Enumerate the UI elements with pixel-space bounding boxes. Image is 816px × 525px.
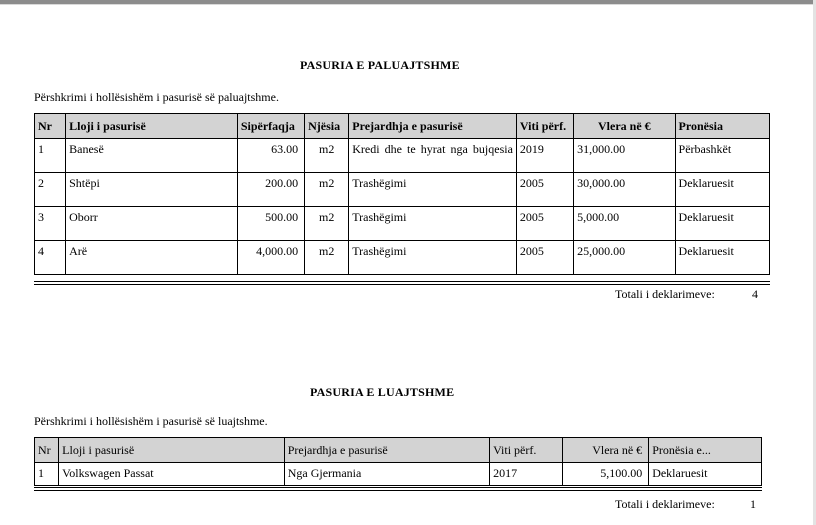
cell-origin: Trashëgimi <box>349 241 517 275</box>
immovable-description: Përshkrimi i hollësishëm i pasurisë së paluajtshme. <box>34 90 279 104</box>
cell-area: 63.00 <box>237 139 304 173</box>
header-area: Sipërfaqja <box>237 114 304 139</box>
cell-origin: Trashëgimi <box>349 207 517 241</box>
cell-nr: 2 <box>35 173 66 207</box>
cell-unit: m2 <box>305 207 349 241</box>
movable-header-row <box>35 438 762 463</box>
cell-ownership: Deklaruesit <box>675 241 769 275</box>
movable-table-end-rule <box>34 487 762 491</box>
cell-ownership: Deklaruesit <box>675 173 769 207</box>
immovable-table-end-rule <box>34 281 770 285</box>
header-type: Lloji i pasurisë <box>59 438 285 463</box>
cell-area: 200.00 <box>237 173 304 207</box>
movable-total-value: 1 <box>750 497 756 511</box>
header-value: Vlera në € <box>562 438 649 463</box>
table-row <box>35 139 770 173</box>
cell-value: 25,000.00 <box>574 241 675 275</box>
cell-origin: Trashëgimi <box>349 173 517 207</box>
cell-value: 30,000.00 <box>574 173 675 207</box>
cell-year: 2005 <box>516 173 573 207</box>
immovable-total-value: 4 <box>752 287 758 301</box>
table-row <box>35 463 762 486</box>
cell-nr: 4 <box>35 241 66 275</box>
cell-area: 4,000.00 <box>237 241 304 275</box>
cell-type: Volkswagen Passat <box>59 463 285 486</box>
cell-type: Arë <box>66 241 238 275</box>
header-type: Lloji i pasurisë <box>66 114 238 139</box>
cell-nr: 3 <box>35 207 66 241</box>
cell-unit: m2 <box>305 139 349 173</box>
table-row <box>35 207 770 241</box>
header-nr: Nr <box>35 114 66 139</box>
immovable-title: PASURIA E PALUAJTSHME <box>300 58 460 72</box>
movable-title: PASURIA E LUAJTSHME <box>310 385 455 399</box>
cell-value: 5,000.00 <box>574 207 675 241</box>
cell-year: 2005 <box>516 207 573 241</box>
cell-value: 31,000.00 <box>574 139 675 173</box>
movable-description: Përshkrimi i hollësishëm i pasurisë së luajtshme. <box>34 414 268 428</box>
cell-year: 2017 <box>490 463 562 486</box>
immovable-total-label: Totali i deklarimeve: <box>615 287 715 301</box>
header-year: Viti përf. <box>490 438 562 463</box>
cell-type: Shtëpi <box>66 173 238 207</box>
cell-origin: Nga Gjermania <box>284 463 489 486</box>
cell-year: 2005 <box>516 241 573 275</box>
movable-total-label: Totali i deklarimeve: <box>615 497 715 511</box>
cell-ownership: Deklaruesit <box>649 463 762 486</box>
cell-ownership: Përbashkët <box>675 139 769 173</box>
header-nr: Nr <box>35 438 59 463</box>
cell-type: Oborr <box>66 207 238 241</box>
header-origin: Prejardhja e pasurisë <box>349 114 517 139</box>
cell-value: 5,100.00 <box>562 463 649 486</box>
cell-type: Banesë <box>66 139 238 173</box>
header-origin: Prejardhja e pasurisë <box>284 438 489 463</box>
header-year: Viti përf. <box>516 114 573 139</box>
cell-nr: 1 <box>35 463 59 486</box>
table-row <box>35 173 770 207</box>
cell-year: 2019 <box>516 139 573 173</box>
immovable-table <box>34 113 770 275</box>
table-row <box>35 241 770 275</box>
cell-nr: 1 <box>35 139 66 173</box>
cell-unit: m2 <box>305 241 349 275</box>
header-ownership: Pronësia <box>675 114 769 139</box>
header-ownership: Pronësia e... <box>649 438 762 463</box>
origin-text: Kredi dhe te hyrat nga bujqesia <box>352 142 513 156</box>
cell-origin <box>349 139 517 173</box>
page-top-shadow <box>0 4 816 5</box>
header-unit: Njësia <box>305 114 349 139</box>
cell-area: 500.00 <box>237 207 304 241</box>
cell-unit: m2 <box>305 173 349 207</box>
header-value: Vlera në € <box>574 114 675 139</box>
movable-table <box>34 437 762 486</box>
cell-ownership: Deklaruesit <box>675 207 769 241</box>
immovable-header-row <box>35 114 770 139</box>
